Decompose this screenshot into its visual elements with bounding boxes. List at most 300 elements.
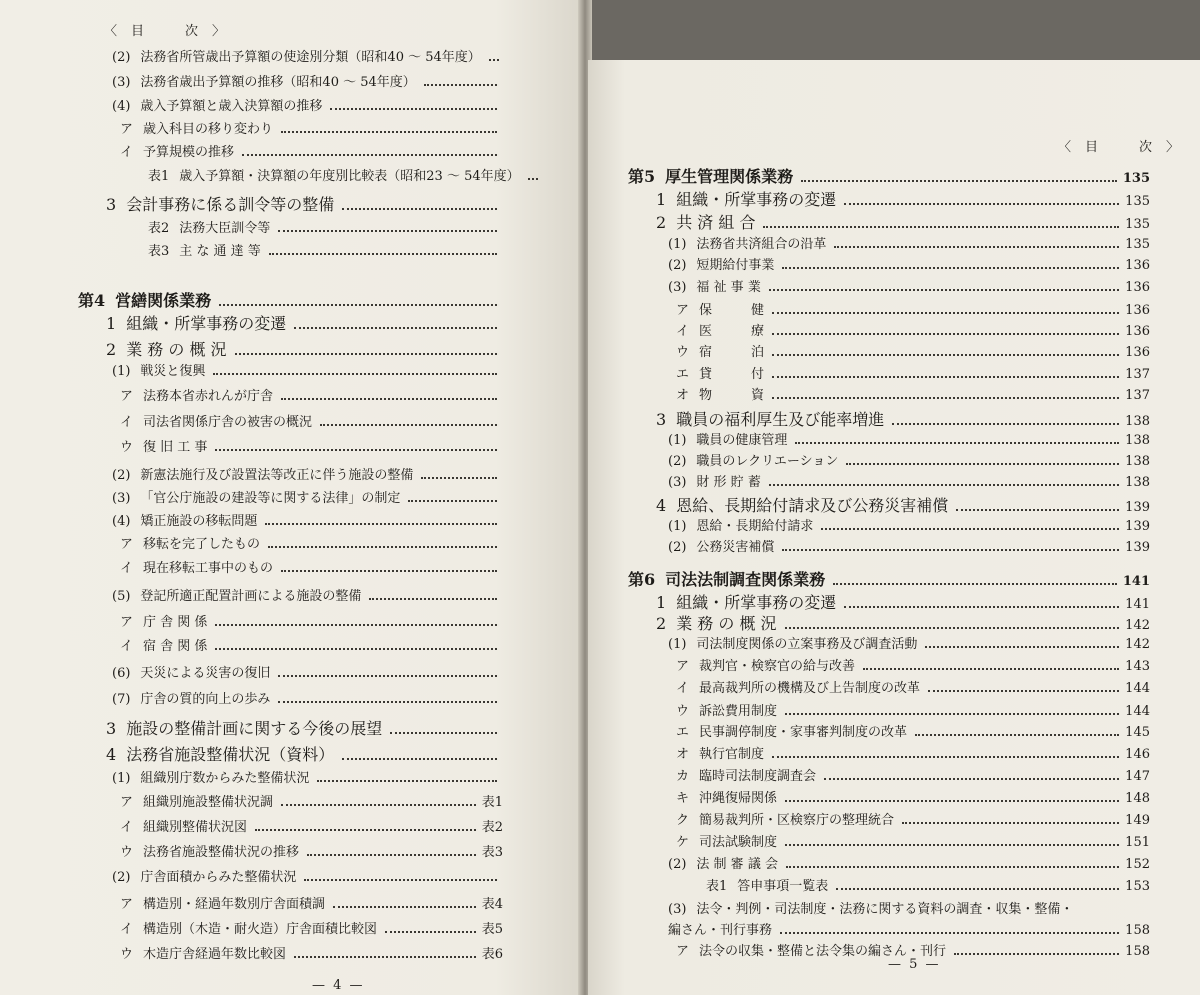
toc-entry [78,288,503,311]
toc-entry-title: 臨時司法制度調査会 [699,769,817,784]
toc-entry [668,254,1150,273]
toc-entry-number: イ [676,324,690,339]
toc-entry-number: イ [120,415,134,430]
toc-entry-number: イ [120,145,134,160]
toc-entry-title: 組織別庁数からみた整備状況 [140,771,310,786]
toc-entry [668,536,1150,555]
toc-entry [676,809,1150,828]
toc-entry-title: 民事調停制度・家事審判制度の改革 [699,725,908,740]
toc-entry-number: ウ [120,845,134,860]
toc-entry-number: オ [676,747,690,762]
toc-entry-number: イ [120,820,134,835]
toc-entry-title: 編さん・刊行事務 [668,923,773,938]
toc-entry-title: 庁舎の質的向上の歩み [140,692,271,707]
toc-entry-number: (1) [668,637,687,652]
toc-entry-title: 施設の整備計画に関する今後の展望 [126,719,383,738]
toc-entry-number: (2) [668,857,687,872]
toc-entry [676,363,1150,382]
dot-leader [281,570,497,572]
toc-entry-page: 149 [1125,813,1150,828]
toc-entry-page: 135 [1125,237,1150,252]
toc-entry-number: (4) [112,99,131,114]
toc-entry-page: 142 [1125,637,1150,652]
dot-leader [772,354,1119,356]
toc-entry [676,341,1150,360]
toc-entry-page: 148 [1125,791,1150,806]
toc-entry-title: 天災による災害の復旧 [140,666,271,681]
toc-entry-page: 158 [1125,923,1150,938]
toc-entry-page: 145 [1125,725,1150,740]
dot-leader [915,734,1119,736]
dot-leader [265,523,497,525]
toc-entry-number: イ [676,681,690,696]
toc-entry [676,831,1150,850]
toc-entry [112,585,503,604]
toc-entry-number: イ [120,639,134,654]
toc-entry-title: 法務省施設整備状況（資料） [126,745,335,764]
dot-leader [772,756,1119,758]
dot-leader [307,854,476,856]
toc-entry-title: 法務省所管歳出予算額の使途別分類（昭和40 ～ 54年度） [140,50,481,65]
toc-entry [106,742,503,765]
toc-entry-title: 法務大臣訓令等 [179,221,271,236]
toc-entry-number: (1) [668,433,687,448]
toc-entry-title: 登記所適正配置計画による施設の整備 [140,589,362,604]
toc-entry [676,700,1150,719]
toc-entry-title: 木造庁舎経過年数比較図 [143,947,287,962]
toc-entry-title: 保 健 [699,303,765,318]
toc-entry-page: 151 [1125,835,1150,850]
toc-entry-title: 恩給・長期給付請求 [696,519,814,534]
dot-leader [294,956,476,958]
dot-leader [269,253,497,255]
dot-leader [390,732,497,734]
dot-leader [772,333,1119,335]
toc-entry-page: 135 [1125,217,1150,232]
toc-entry-title: 「官公庁施設の建設等に関する法律」の制定 [140,491,401,506]
toc-entry [120,436,503,455]
toc-entry [628,567,1150,590]
toc-entry-title: 福 祉 事 業 [696,280,761,295]
toc-entry [120,943,503,962]
dot-leader [801,180,1117,182]
toc-entry-page: 147 [1125,769,1150,784]
toc-entry-title: 訴訟費用制度 [699,704,778,719]
toc-entry-title: 最高裁判所の機構及び上告制度の改革 [699,681,921,696]
toc-entry [120,918,503,937]
toc-entry-title: 物 資 [699,388,765,403]
dot-leader [902,822,1119,824]
toc-entry-page: 表3 [481,845,503,860]
toc-entry [120,411,503,430]
toc-entry-title: 医 療 [699,324,765,339]
toc-entry-title: 庁舎面積からみた整備状況 [140,870,297,885]
toc-entry-title: 法務省施設整備状況の推移 [143,845,300,860]
toc-entry-number: ア [676,944,690,959]
dot-leader [317,780,497,782]
toc-entry-title: 組織別施設整備状況調 [143,795,274,810]
right-page-header: 〈目 次〉 [1058,140,1194,155]
toc-entry-title: 宿 舎 関 係 [143,639,208,654]
dot-leader [821,528,1119,530]
toc-entry-title: 法 制 審 議 会 [696,857,778,872]
left-page [0,0,583,995]
toc-entry-page: 141 [1122,574,1150,589]
toc-entry-page: 139 [1125,500,1150,515]
toc-entry-title: 業 務 の 概 況 [126,340,227,359]
toc-entry [676,384,1150,403]
toc-entry-number: (3) [668,280,687,295]
toc-entry-title: 公務災害補償 [696,540,775,555]
dot-leader [833,583,1117,585]
toc-entry-number: 第4 [78,291,106,310]
toc-entry-title: 歳入予算額と歳入決算額の推移 [140,99,323,114]
toc-entry-page: 138 [1125,414,1150,429]
toc-entry [668,633,1150,652]
toc-entry-number: ア [676,303,690,318]
toc-entry [120,118,503,137]
toc-entry [676,320,1150,339]
toc-entry [148,240,503,259]
toc-entry-number: イ [120,561,134,576]
toc-entry-number: 1 [656,593,667,612]
toc-entry-title: 財 形 貯 蓄 [696,475,761,490]
toc-entry-number: (2) [112,870,131,885]
toc-entry [112,688,503,707]
toc-entry-number: (1) [112,771,131,786]
dot-leader [242,154,497,156]
toc-entry-page: 表4 [481,897,503,912]
toc-entry [668,471,1150,490]
toc-entry [656,187,1150,210]
dot-leader [342,208,497,210]
toc-entry [706,875,1150,894]
toc-entry-title: 組織・所掌事務の変遷 [126,314,287,333]
toc-entry-page: 152 [1125,857,1150,872]
toc-entry-title: 司法制度関係の立案事務及び調査活動 [696,637,918,652]
toc-entry-page: 表5 [481,922,503,937]
toc-entry-number: (4) [112,514,131,529]
dot-leader [836,888,1119,890]
toc-entry-number: 2 [656,213,667,232]
toc-entry-number: 第6 [628,570,656,589]
toc-entry-number: (2) [668,540,687,555]
toc-entry-number: 3 [106,719,117,738]
toc-entry-title: 裁判官・検察官の給与改善 [699,659,856,674]
toc-entry [120,533,503,552]
dot-leader [785,844,1119,846]
toc-entry-number: オ [676,388,690,403]
toc-entry-title: 恩給、長期給付請求及び公務災害補償 [676,496,949,515]
toc-entry-title: 構造別・経過年数別庁舎面積調 [143,897,326,912]
toc-entry [668,233,1150,252]
toc-entry-number: ク [676,813,690,828]
toc-entry-page: 146 [1125,747,1150,762]
dot-leader [763,226,1119,228]
toc-entry-title: 沖縄復帰関係 [699,791,778,806]
dot-leader [278,701,497,703]
toc-entry-page: 139 [1125,540,1150,555]
toc-entry-number: ア [120,795,134,810]
dot-leader [278,230,497,232]
toc-entry-number: 表3 [148,244,170,259]
toc-entry [112,866,503,885]
toc-entry-title: 厚生管理関係業務 [665,167,794,186]
toc-entry-number: キ [676,791,690,806]
dot-leader [489,59,499,61]
dot-leader [342,758,497,760]
toc-entry-title: 答申事項一覧表 [737,879,829,894]
toc-entry-number: (3) [112,491,131,506]
toc-entry [112,46,503,65]
toc-entry-page: 136 [1125,324,1150,339]
toc-entry [628,164,1150,187]
toc-entry-title: 戦災と復興 [140,364,206,379]
dot-leader [281,398,497,400]
left-page-folio: — 4 — [312,978,365,993]
toc-entry-title: 職員の健康管理 [696,433,788,448]
dot-leader [795,442,1119,444]
toc-entry [120,893,503,912]
toc-entry-number: 表1 [148,169,170,184]
dot-leader [786,866,1119,868]
toc-entry-title: 法務省歳出予算額の推移（昭和40 ～ 54年度） [140,75,416,90]
dot-leader [281,804,476,806]
dot-leader [320,424,497,426]
toc-entry-title: 法令・判例・司法制度・法務に関する資料の調査・収集・整備・ [696,902,1074,917]
toc-entry-number: ケ [676,835,690,850]
toc-entry-title: 共 済 組 合 [676,213,756,232]
dot-leader [281,131,497,133]
toc-entry [656,611,1150,634]
toc-entry-number: 4 [106,745,117,764]
dot-leader [213,373,497,375]
toc-entry [112,510,503,529]
toc-entry-number: ウ [676,345,690,360]
toc-entry-page: 表2 [481,820,503,835]
toc-entry-number: カ [676,769,690,784]
toc-entry [676,765,1150,784]
toc-entry [112,487,503,506]
toc-entry-title: 組織別整備状況図 [143,820,248,835]
toc-entry-page: 142 [1125,618,1150,633]
toc-entry [112,662,503,681]
toc-entry-number: 4 [656,496,667,515]
toc-entry [120,385,503,404]
toc-entry [656,493,1150,516]
dot-leader [304,879,497,881]
toc-entry [120,841,503,860]
toc-entry-number: エ [676,725,690,740]
toc-entry-title: 貸 付 [699,367,765,382]
toc-entry-number: (5) [112,589,131,604]
toc-entry-page: 144 [1125,681,1150,696]
toc-entry [676,743,1150,762]
toc-entry-number: ア [120,537,134,552]
dot-leader [235,353,497,355]
toc-entry-number: (2) [112,50,131,65]
dot-leader [772,397,1119,399]
dot-leader [255,829,476,831]
toc-entry [668,898,1150,917]
toc-entry-title: 宿 泊 [699,345,765,360]
toc-entry-number: 表1 [706,879,728,894]
dot-leader [333,906,476,908]
toc-entry [148,165,520,184]
dot-leader [892,423,1119,425]
toc-entry [120,611,503,630]
toc-entry [112,95,503,114]
dot-leader [785,713,1119,715]
dot-leader [846,463,1119,465]
toc-entry-number: (2) [668,454,687,469]
toc-entry-number: (1) [668,519,687,534]
toc-entry-page: 表1 [481,795,503,810]
toc-entry [112,767,503,786]
toc-entry-page: 143 [1125,659,1150,674]
toc-entry-page: 138 [1125,433,1150,448]
toc-entry-page: 136 [1125,303,1150,318]
toc-entry-title: 簡易裁判所・区検察庁の整理統合 [699,813,895,828]
toc-entry-title: 庁 舎 関 係 [143,615,208,630]
toc-entry [120,791,503,810]
toc-entry-page: 表6 [481,947,503,962]
dot-leader [772,376,1119,378]
toc-entry [656,590,1150,613]
toc-entry-number: (2) [668,258,687,273]
toc-entry-title: 予算規模の推移 [143,145,235,160]
toc-entry-title: 職員の福利厚生及び能率増進 [676,410,885,429]
toc-entry [148,217,503,236]
toc-entry-title: 司法試験制度 [699,835,778,850]
right-page-folio: — 5 — [888,957,941,972]
toc-entry-page: 144 [1125,704,1150,719]
right-page [588,60,1200,995]
toc-entry [112,71,503,90]
toc-entry [112,464,503,483]
toc-entry-number: ウ [676,704,690,719]
toc-entry-number: 表2 [148,221,170,236]
toc-entry [668,919,1150,938]
toc-entry-number: ウ [120,440,134,455]
toc-entry-page: 136 [1125,280,1150,295]
toc-entry-number: (1) [112,364,131,379]
toc-entry [656,407,1150,430]
toc-entry-title: 主 な 通 達 等 [179,244,261,259]
dot-leader [219,304,497,306]
dot-leader [424,84,497,86]
toc-entry-number: (3) [668,475,687,490]
toc-entry-page: 138 [1125,454,1150,469]
dot-leader [385,931,476,933]
toc-entry-title: 法令の収集・整備と法令集の編さん・刊行 [699,944,947,959]
toc-entry [106,337,503,360]
toc-entry-number: (7) [112,692,131,707]
toc-entry [676,721,1150,740]
toc-entry-number: ア [676,659,690,674]
toc-entry-number: (3) [668,902,687,917]
toc-entry-title: 組織・所掌事務の変遷 [676,190,837,209]
dot-leader [278,675,497,677]
toc-entry-title: 営繕関係業務 [115,291,212,310]
dot-leader [954,953,1119,955]
toc-entry-number: 3 [106,195,117,214]
toc-entry-number: (1) [668,237,687,252]
dot-leader [215,449,497,451]
toc-entry-title: 新憲法施行及び設置法等改正に伴う施設の整備 [140,468,414,483]
toc-entry-page: 137 [1125,367,1150,382]
toc-entry [120,557,503,576]
toc-entry-number: 1 [106,314,117,333]
toc-entry-number: (3) [112,75,131,90]
toc-entry-number: イ [120,922,134,937]
dot-leader [215,648,497,650]
dot-leader [528,178,538,180]
toc-entry-title: 構造別（木造・耐火造）庁舎面積比較図 [143,922,378,937]
toc-entry-number: エ [676,367,690,382]
dot-leader [956,509,1119,511]
toc-entry [106,311,503,334]
toc-entry-number: 2 [106,340,117,359]
dot-leader [925,646,1119,648]
toc-entry [676,787,1150,806]
dot-leader [844,606,1119,608]
dot-leader [268,546,497,548]
dot-leader [782,267,1119,269]
dot-leader [369,598,497,600]
toc-entry-title: 復 旧 工 事 [143,440,208,455]
dot-leader [769,484,1119,486]
toc-entry-title: 職員のレクリエーション [696,454,839,469]
toc-entry-title: 執行官制度 [699,747,765,762]
dot-leader [294,327,497,329]
toc-entry-title: 会計事務に係る訓令等の整備 [126,195,335,214]
dot-leader [863,668,1119,670]
toc-entry-number: ア [120,389,134,404]
toc-entry-page: 141 [1125,597,1150,612]
toc-entry-title: 矯正施設の移転問題 [140,514,258,529]
toc-entry-number: 3 [656,410,667,429]
toc-entry [668,515,1150,534]
dot-leader [928,690,1119,692]
toc-entry-page: 135 [1122,171,1150,186]
toc-entry-title: 短期給付事業 [696,258,775,273]
dot-leader [785,800,1119,802]
toc-entry-page: 138 [1125,475,1150,490]
toc-entry-title: 司法省関係庁舎の被害の概況 [143,415,313,430]
toc-entry-title: 歳入科目の移り変わり [143,122,274,137]
toc-entry-title: 移転を完了したもの [143,537,261,552]
toc-entry [676,655,1150,674]
toc-entry [668,429,1150,448]
toc-entry-page: 139 [1125,519,1150,534]
toc-entry-page: 135 [1125,194,1150,209]
dot-leader [844,203,1119,205]
toc-entry-title: 現在移転工事中のもの [143,561,274,576]
toc-entry-number: 2 [656,614,667,633]
toc-entry-number: ア [120,897,134,912]
toc-entry-title: 歳入予算額・決算額の年度別比較表（昭和23 ～ 54年度） [179,169,520,184]
toc-entry-title: 司法法制調査関係業務 [665,570,826,589]
toc-entry [676,299,1150,318]
dot-leader [834,246,1119,248]
toc-entry-page: 137 [1125,388,1150,403]
toc-entry-title: 法務本省赤れんが庁舎 [143,389,274,404]
toc-entry-number: (6) [112,666,131,681]
toc-entry-title: 業 務 の 概 況 [676,614,777,633]
toc-entry-number: ウ [120,947,134,962]
dot-leader [772,312,1119,314]
